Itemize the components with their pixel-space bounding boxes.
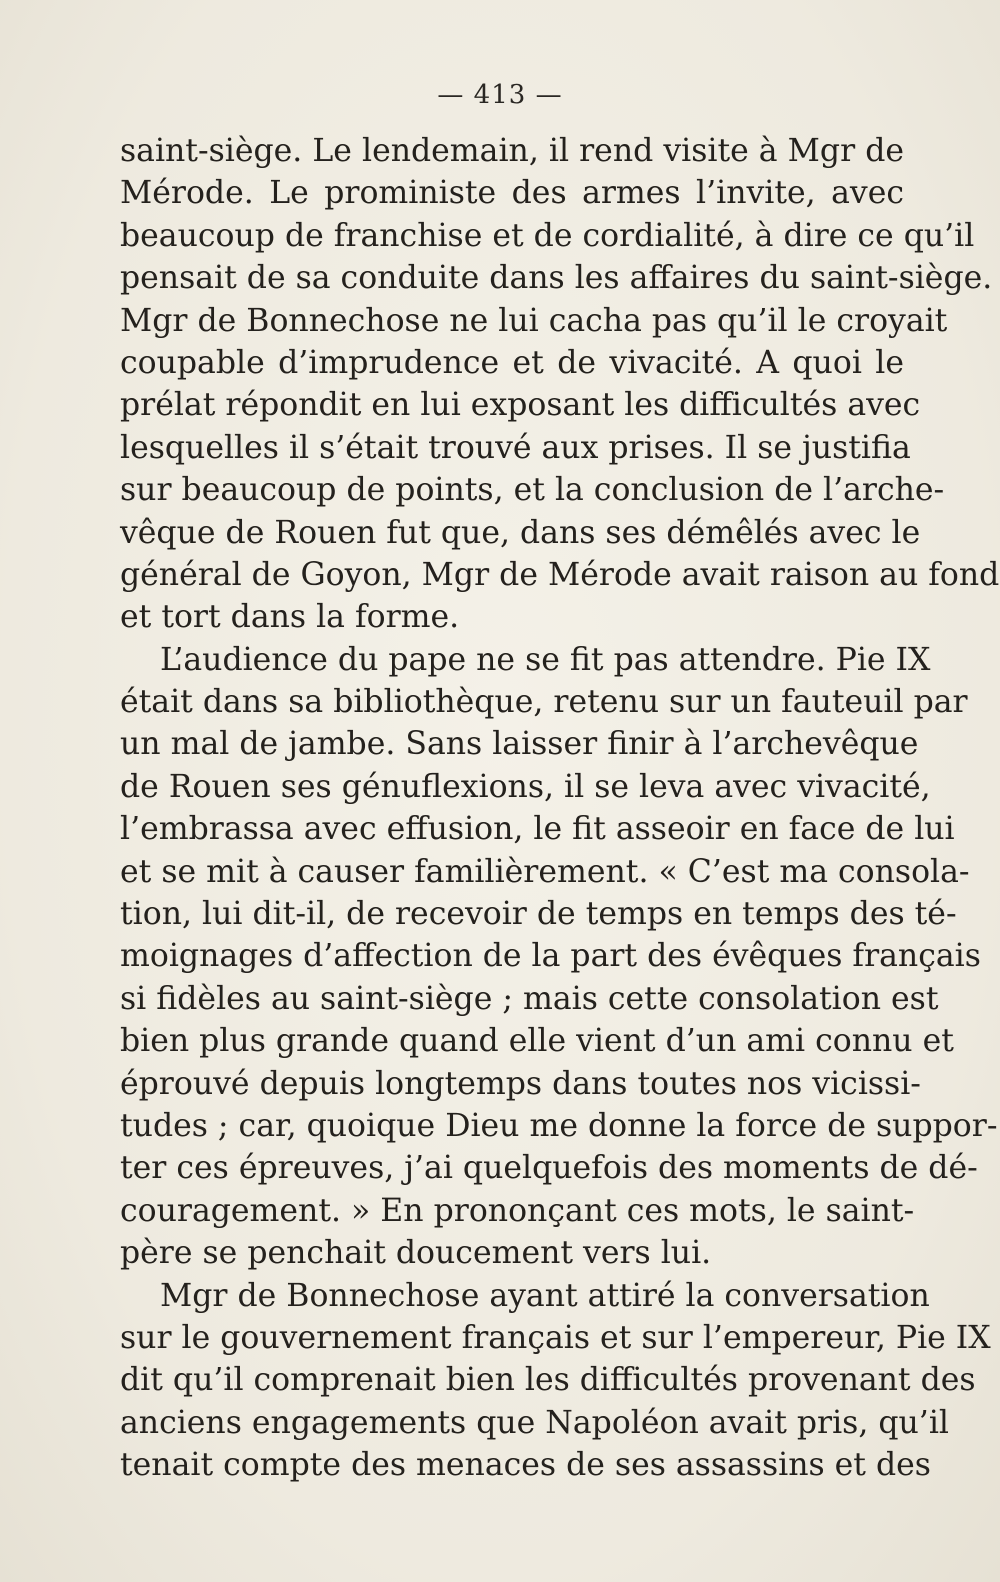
text-line: bien plus grande quand elle vient d’un ami connu et — [120, 1023, 954, 1060]
text-line: coupable d’imprudence et de vivacité. A quoi le — [120, 344, 904, 381]
text-line: sur le gouvernement français et sur l’empereur, Pie IX — [120, 1319, 991, 1356]
page-number: — 413 — — [437, 80, 563, 110]
text-line: et se mit à causer familièrement. « C’est ma consola- — [120, 853, 970, 890]
text-line: ter ces épreuves, j’ai quelquefois des moments de dé- — [120, 1150, 978, 1187]
text-line: L’audience du pape ne se fit pas attendre. Pie IX — [160, 641, 931, 678]
text-line: tion, lui dit-il, de recevoir de temps en temps des té- — [120, 896, 957, 933]
text-line: l’embrassa avec effusion, le fit asseoir en face de lui — [120, 811, 955, 848]
text-line: Mérode. Le proministe des armes l’invite, avec — [120, 175, 904, 212]
text-line: dit qu’il comprenait bien les difficultés provenant des — [120, 1362, 976, 1399]
text-line: père se penchait doucement vers lui. — [120, 1235, 712, 1272]
text-line: un mal de jambe. Sans laisser finir à l’archevêque — [120, 726, 919, 763]
text-line: était dans sa bibliothèque, retenu sur un fauteuil par — [120, 684, 968, 721]
text-line: de Rouen ses génuflexions, il se leva avec vivacité, — [120, 768, 931, 805]
body-text — [120, 130, 1000, 1487]
text-line: beaucoup de franchise et de cordialité, à dire ce qu’il — [120, 217, 975, 254]
text-line: moignages d’affection de la part des évêques français — [120, 938, 981, 975]
text-line: général de Goyon, Mgr de Mérode avait raison au fond — [120, 556, 1000, 593]
text-line: sur beaucoup de points, et la conclusion de l’arche- — [120, 472, 945, 509]
text-line: anciens engagements que Napoléon avait pris, qu’il — [120, 1404, 949, 1441]
text-line: et tort dans la forme. — [120, 599, 460, 636]
text-line: prélat répondit en lui exposant les difficultés avec — [120, 387, 921, 424]
text-line: lesquelles il s’était trouvé aux prises. Il se justifia — [120, 429, 911, 466]
text-line: Mgr de Bonnechose ne lui cacha pas qu’il le croyait — [120, 302, 948, 339]
text-line: tudes ; car, quoique Dieu me donne la force de suppor- — [120, 1107, 998, 1144]
text-line: Mgr de Bonnechose ayant attiré la conversation — [160, 1277, 930, 1314]
text-line: si fidèles au saint-siège ; mais cette consolation est — [120, 980, 939, 1017]
text-line: vêque de Rouen fut que, dans ses démêlés avec le — [120, 514, 921, 551]
text-line: pensait de sa conduite dans les affaires du saint-siège. — [120, 260, 993, 297]
text-line: saint-siège. Le lendemain, il rend visite à Mgr de — [120, 133, 904, 169]
text-line: éprouvé depuis longtemps dans toutes nos vicissi- — [120, 1065, 921, 1102]
text-line: couragement. » En prononçant ces mots, le saint- — [120, 1192, 915, 1229]
text-line: tenait compte des menaces de ses assassins et des — [120, 1447, 931, 1484]
